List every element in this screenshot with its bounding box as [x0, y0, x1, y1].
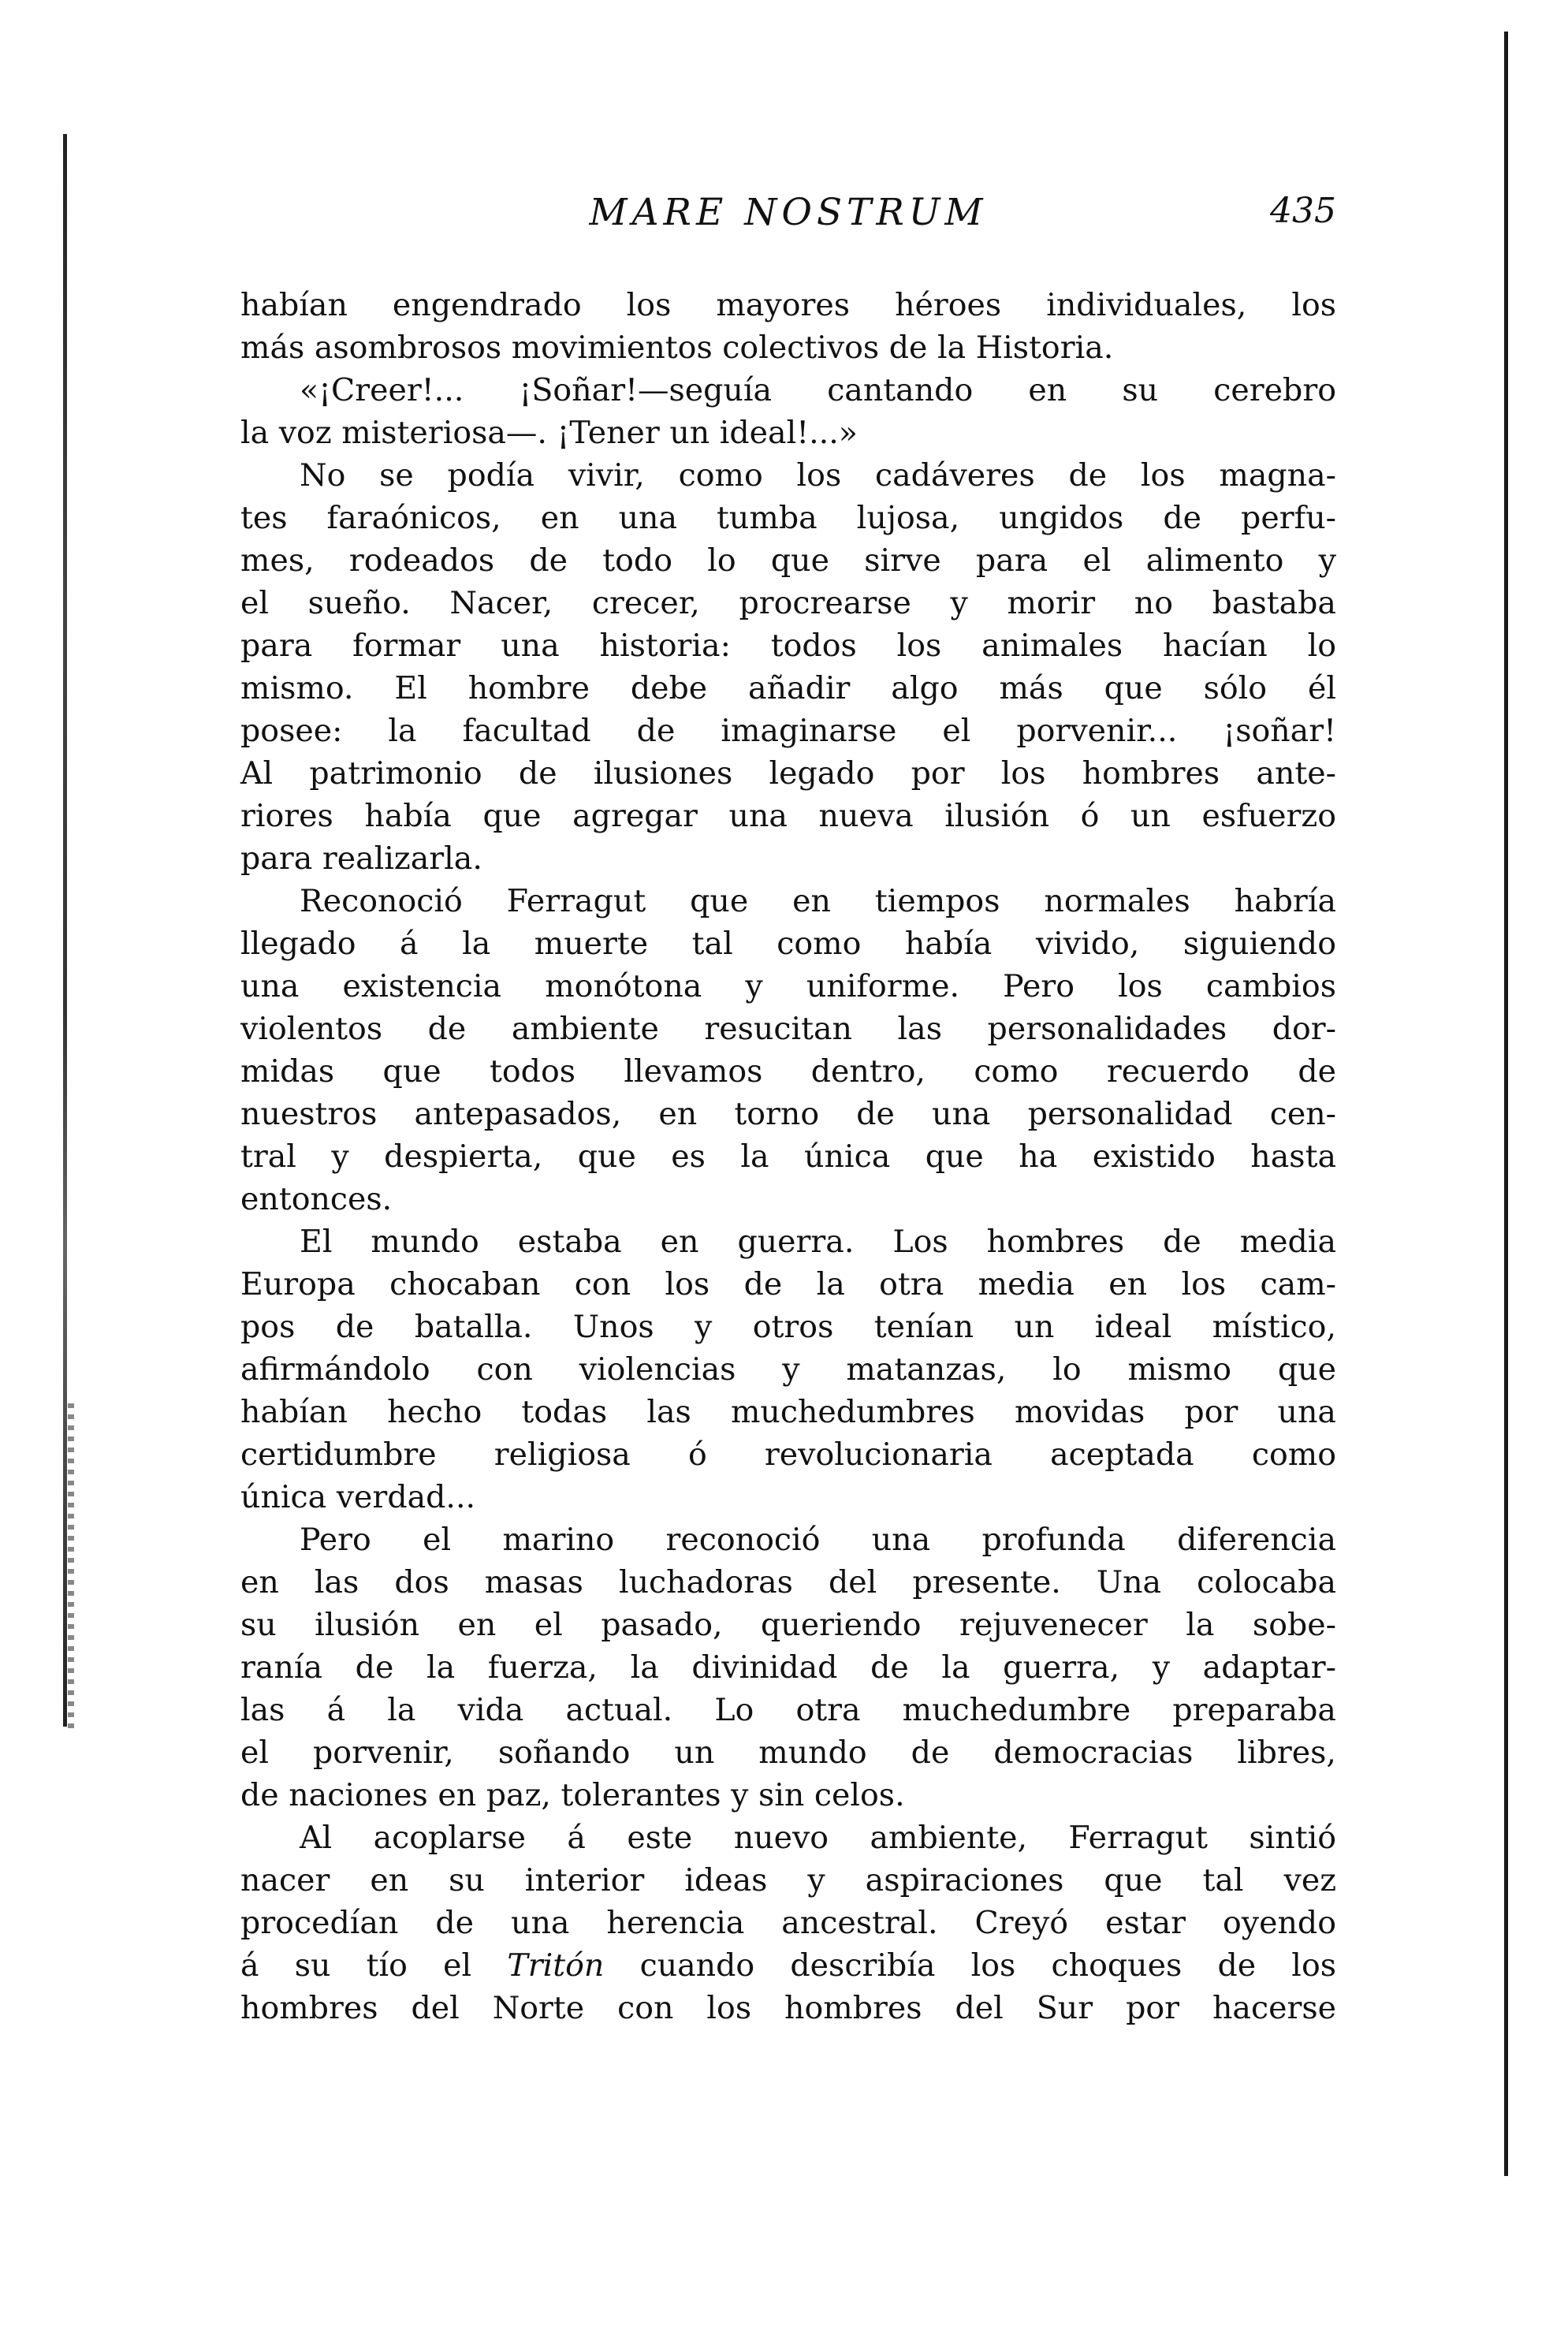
text-line: riores había que agregar una nueva ilusión ó un esfuerzo [240, 798, 1336, 834]
text-line: mismo. El hombre debe añadir algo más que sólo él [240, 670, 1336, 706]
text-line: la voz misteriosa—. ¡Tener un ideal!...» [240, 415, 858, 451]
text-line: midas que todos llevamos dentro, como recuerdo de [240, 1053, 1336, 1090]
text-line: tral y despierta, que es la única que ha existido hasta [240, 1138, 1336, 1175]
running-title: MARE NOSTRUM [589, 191, 988, 234]
text-line: Europa chocaban con los de la otra media en los cam- [240, 1266, 1336, 1302]
text-line: certidumbre religiosa ó revolucionaria aceptada como [240, 1436, 1336, 1473]
text-line: para formar una historia: todos los animales hacían lo [240, 628, 1336, 664]
text-segment: cuando describía los choques de los [604, 1947, 1336, 1984]
text-line [240, 1944, 1336, 1987]
text-line: posee: la facultad de imaginarse el porvenir... ¡soñar! [240, 713, 1336, 749]
text-line: el sueño. Nacer, crecer, procrearse y morir no bastaba [240, 585, 1336, 621]
page-edge-right [1504, 32, 1508, 2176]
text-line: El mundo estaba en guerra. Los hombres de media [300, 1224, 1336, 1260]
text-segment: á su tío el [240, 1947, 508, 1984]
text-line: más asombrosos movimientos colectivos de la Historia. [240, 330, 1114, 366]
text-line: en las dos masas luchadoras del presente. Una colocaba [240, 1564, 1336, 1600]
page-number: 435 [1270, 191, 1336, 231]
text-line: Al patrimonio de ilusiones legado por los hombres ante- [240, 755, 1336, 792]
body-text [240, 284, 1336, 2029]
binding-shadow [68, 1403, 74, 1735]
text-line: habían engendrado los mayores héroes individuales, los [240, 287, 1336, 323]
text-line: de naciones en paz, tolerantes y sin celos. [240, 1777, 905, 1813]
text-line: ranía de la fuerza, la divinidad de la guerra, y adaptar- [240, 1649, 1336, 1686]
text-line: Pero el marino reconoció una profunda diferencia [300, 1522, 1336, 1558]
text-line: procedían de una herencia ancestral. Creyó estar oyendo [240, 1905, 1336, 1941]
text-line: violentos de ambiente resucitan las personalidades dor- [240, 1011, 1336, 1047]
text-line: entonces. [240, 1181, 393, 1217]
text-line: mes, rodeados de todo lo que sirve para el alimento y [240, 542, 1336, 579]
text-line: Reconoció Ferragut que en tiempos normales habría [300, 883, 1336, 919]
text-line: una existencia monótona y uniforme. Pero los cambios [240, 968, 1336, 1004]
page-header [240, 191, 1336, 246]
text-line: hombres del Norte con los hombres del Sur por hacerse [240, 1990, 1336, 2026]
text-line: el porvenir, soñando un mundo de democracias libres, [240, 1735, 1336, 1771]
text-line: No se podía vivir, como los cadáveres de los magna- [300, 457, 1336, 494]
text-line: nacer en su interior ideas y aspiraciones que tal vez [240, 1862, 1336, 1898]
text-line: «¡Creer!... ¡Soñar!—seguía cantando en su cerebro [300, 372, 1336, 408]
text-line: Al acoplarse á este nuevo ambiente, Ferragut sintió [300, 1820, 1336, 1856]
page-edge-left [63, 134, 67, 1727]
text-line: su ilusión en el pasado, queriendo rejuvenecer la sobe- [240, 1607, 1336, 1643]
text-line: tes faraónicos, en una tumba lujosa, ungidos de perfu- [240, 500, 1336, 536]
text-line: nuestros antepasados, en torno de una personalidad cen- [240, 1096, 1336, 1132]
text-line: llegado á la muerte tal como había vivido, siguiendo [240, 926, 1336, 962]
text-line: las á la vida actual. Lo otra muchedumbre preparaba [240, 1692, 1336, 1728]
text-line: habían hecho todas las muchedumbres movidas por una [240, 1394, 1336, 1430]
text-line: afirmándolo con violencias y matanzas, lo mismo que [240, 1351, 1336, 1388]
text-line: para realizarla. [240, 840, 482, 877]
italic-name: Tritón [507, 1947, 605, 1984]
text-line: pos de batalla. Unos y otros tenían un ideal místico, [240, 1309, 1336, 1345]
text-line: única verdad... [240, 1479, 476, 1515]
